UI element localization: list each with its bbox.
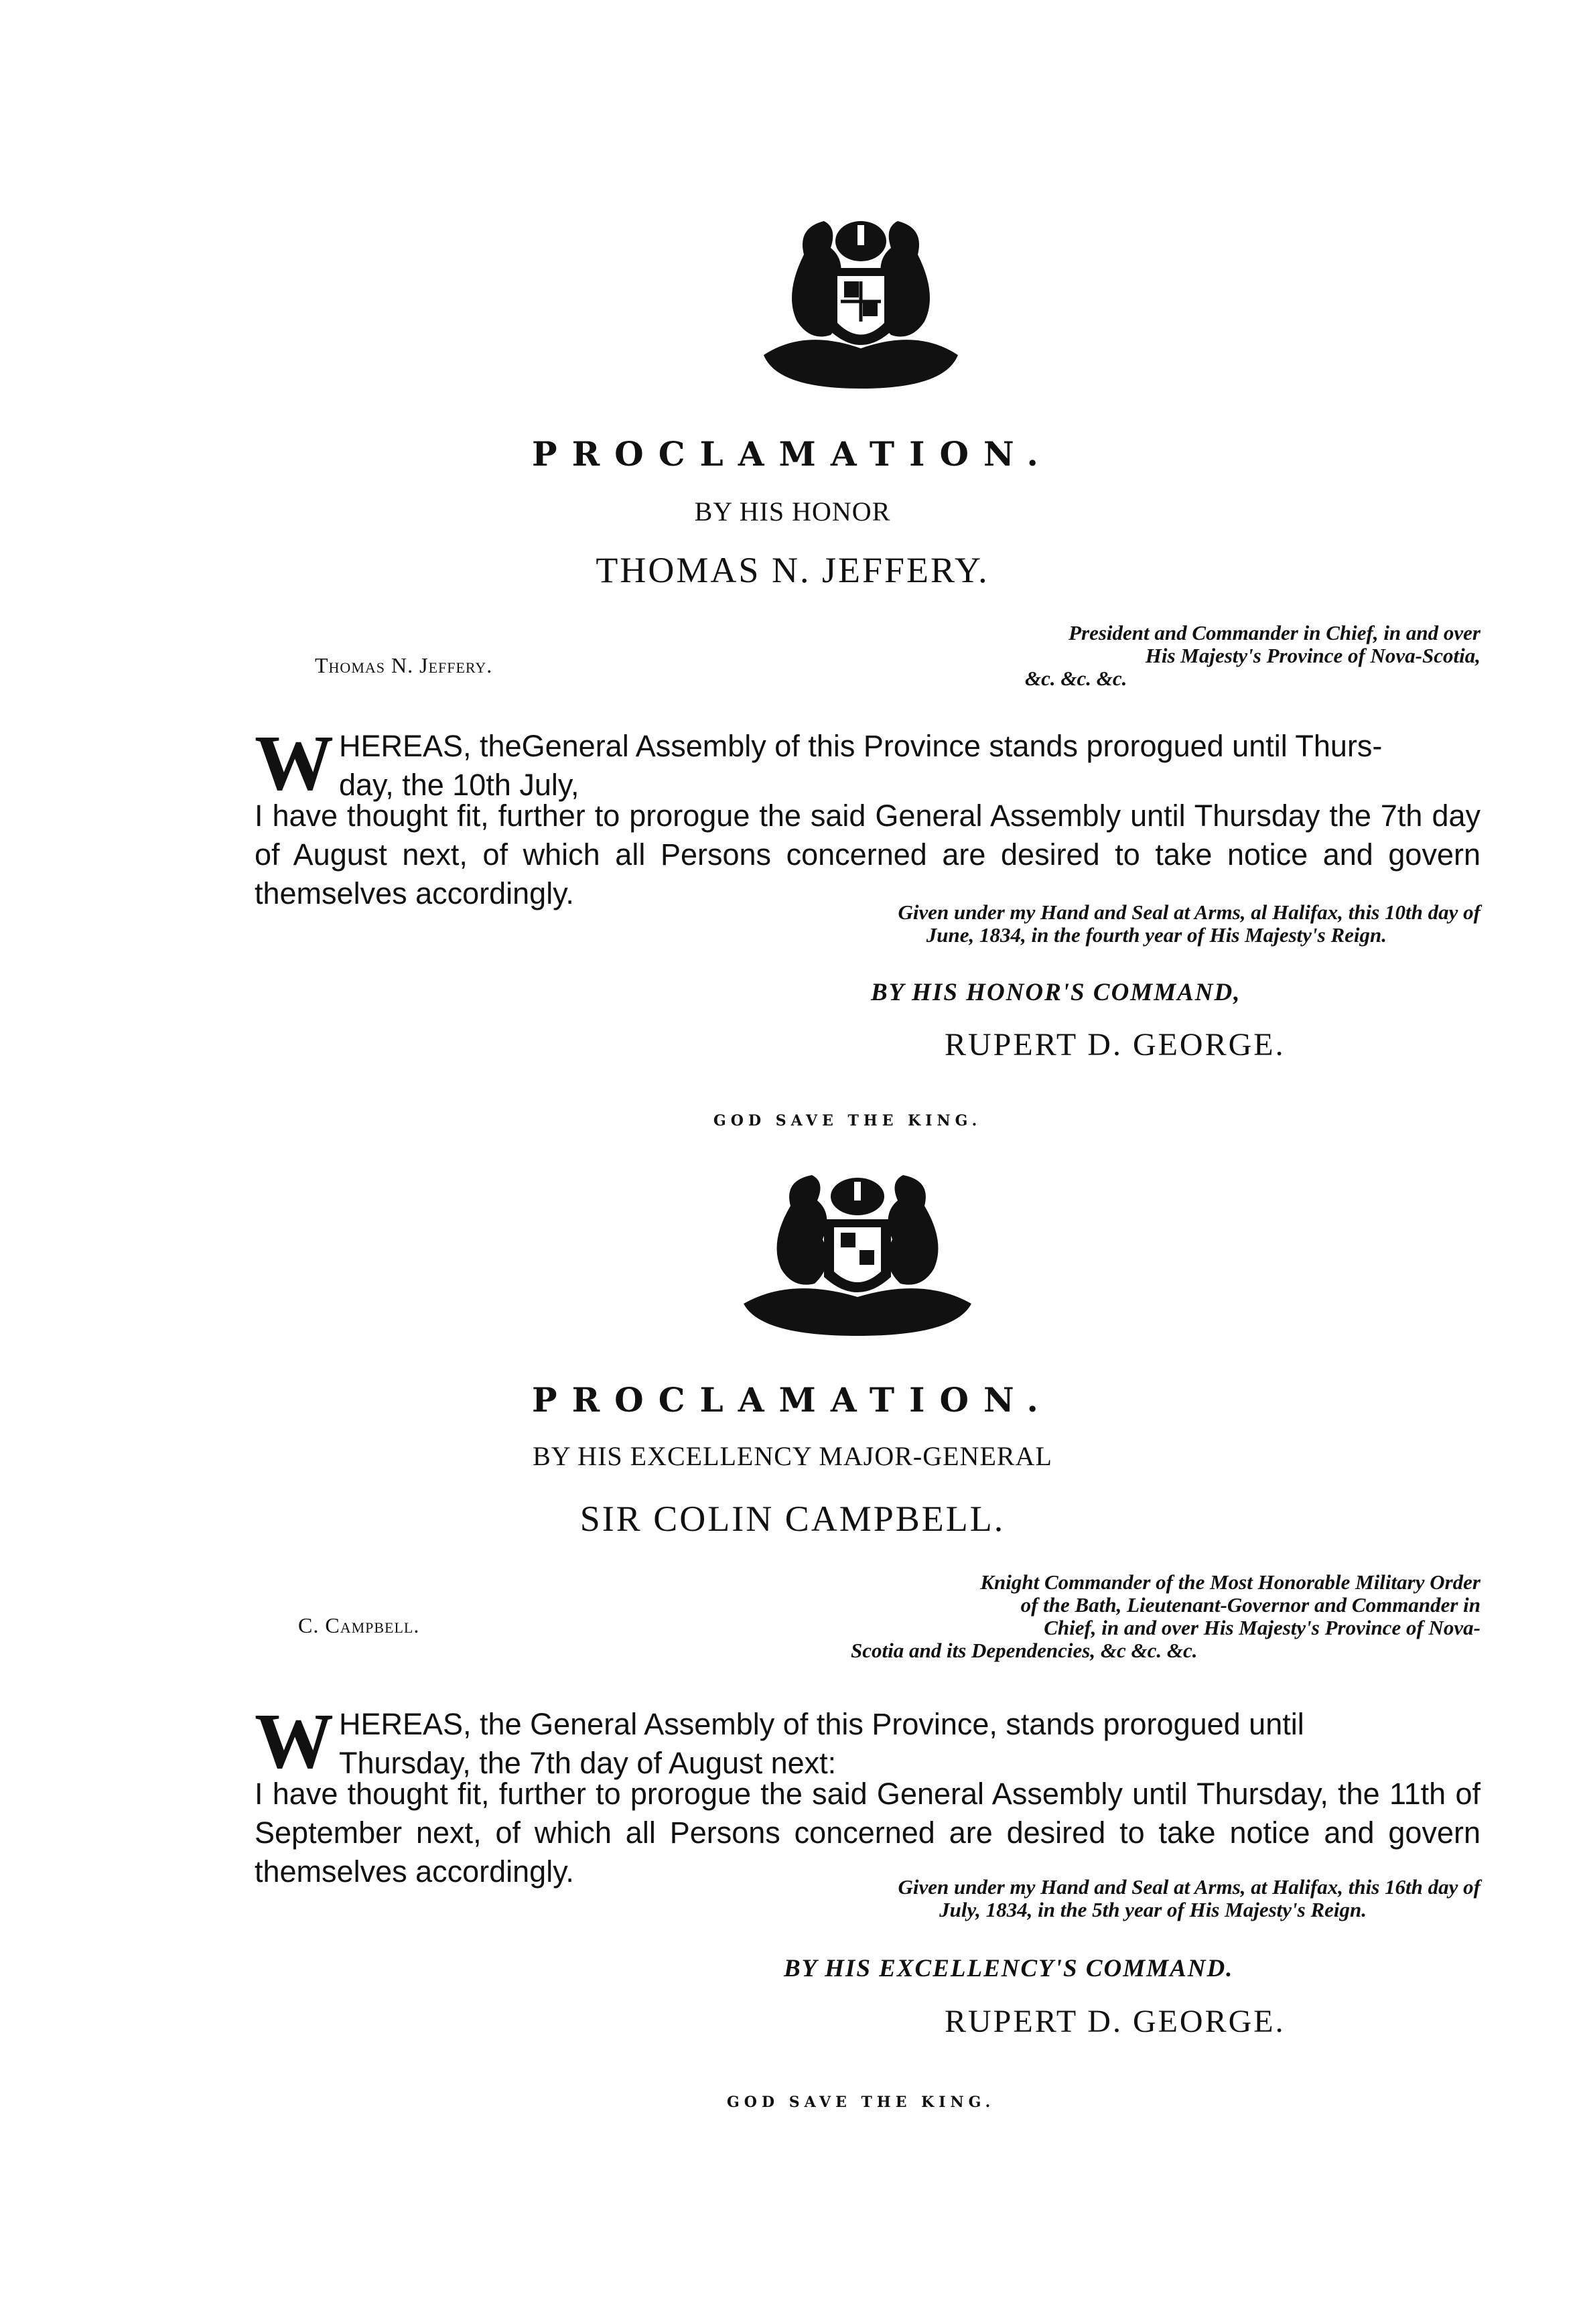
issuer-titles [804,622,1480,690]
issuer-title-line: President and Commander in Chief, in and over [1069,621,1480,644]
given-under-hand [690,901,1480,947]
body-paragraph: I have thought fit, further to prorogue the said General Assembly until Thursday, the 11th of September next, of which all Persons concerned are desired to take notice and govern themselves accordingly. [255,1777,1480,1889]
command-line: BY HIS HONOR'S COMMAND, [871,979,1241,1006]
issuer-title-line: Knight Commander of the Most Honorable Military Order [980,1570,1480,1594]
royal-coat-of-arms-icon [750,214,971,395]
issuer-signature: C. Campbell. [298,1613,420,1637]
drop-cap: W [255,1697,334,1785]
proclamation-body [255,719,1480,913]
issuer-name: THOMAS N. JEFFERY. [596,550,989,590]
proclamation-byline: BY HIS HONOR [694,496,891,527]
body-line: Thursday, the 7th day of August next: [339,1746,837,1780]
issuer-title-line: Chief, in and over His Majesty's Province of Nova- [1044,1616,1480,1639]
given-line: July, 1834, in the 5th year of His Majesty's Reign. [939,1898,1367,1921]
body-line: day, the 10th July, [339,768,579,802]
secretary-name: RUPERT D. GEORGE. [945,1027,1286,1063]
proclamation-title: PROCLAMATION. [532,434,1053,474]
proclamation-byline: BY HIS EXCELLENCY MAJOR-GENERAL [533,1441,1052,1471]
royal-coat-of-arms-icon [730,1172,985,1340]
issuer-title-line: Scotia and its Dependencies, &c &c. &c. [851,1639,1198,1662]
issuer-title-line: His Majesty's Province of Nova-Scotia, [1145,644,1480,667]
issuer-signature: Thomas N. Jeffery. [315,653,493,677]
god-save-the-king: GOD SAVE THE KING. [727,2094,995,2111]
given-under-hand [690,1876,1480,1921]
given-line: Given under my Hand and Seal at Arms, al Halifax, this 10th day of [898,900,1480,924]
issuer-title-line: of the Bath, Lieutenant-Governor and Commander in [1020,1593,1480,1617]
proclamation-body [255,1697,1480,1891]
god-save-the-king: GOD SAVE THE KING. [713,1112,982,1130]
drop-cap: W [255,719,334,807]
issuer-title-line: &c. &c. &c. [1025,667,1127,690]
command-line: BY HIS EXCELLENCY'S COMMAND. [784,1955,1234,1982]
given-line: Given under my Hand and Seal at Arms, at Halifax, this 16th day of [898,1875,1480,1899]
body-paragraph: I have thought fit, further to prorogue the said General Assembly until Thursday the 7th day of August next, of which all Persons concerned are desired to take notice and govern themselves accordingly. [255,799,1480,910]
given-line: June, 1834, in the fourth year of His Majesty's Reign. [926,923,1387,947]
proclamation-title: PROCLAMATION. [532,1380,1053,1420]
body-line: HEREAS, theGeneral Assembly of this Province stands prorogued until Thurs- [339,729,1383,763]
body-line: HEREAS, the General Assembly of this Province, stands prorogued until [339,1707,1304,1741]
issuer-name: SIR COLIN CAMPBELL. [579,1499,1006,1539]
issuer-titles [777,1571,1480,1662]
secretary-name: RUPERT D. GEORGE. [945,2004,1286,2039]
